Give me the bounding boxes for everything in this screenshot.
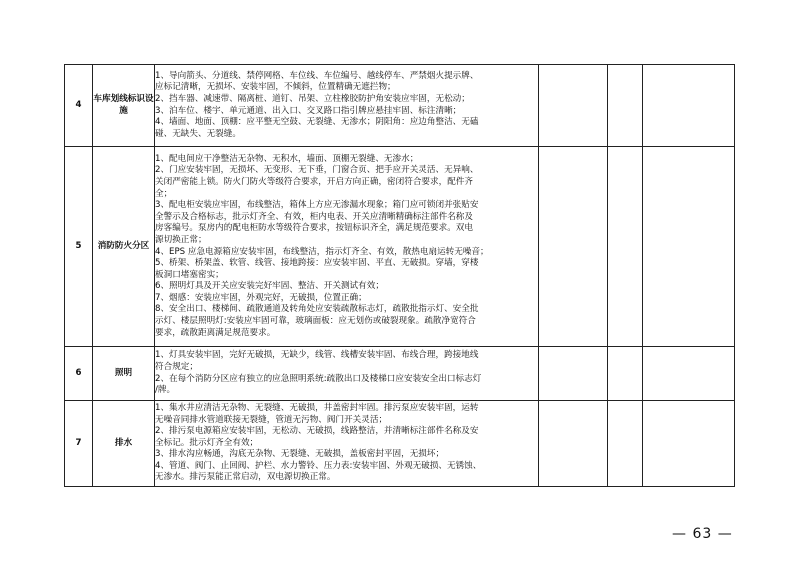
empty-cell — [643, 401, 735, 487]
content-line: 2、门应安装牢固，无损坏、无变形、无下垂，门窗合页、把手应开关灵活、无异响、 — [155, 165, 479, 176]
table-row — [65, 347, 735, 401]
inspection-content — [155, 401, 539, 487]
content-line: 7、烟感：安装应牢固，外观完好，无破损，位置正确； — [155, 292, 367, 303]
content-line: 要求，疏散距离满足规范要求。 — [155, 327, 276, 338]
content-line: 4、EPS 应急电源箱应安装牢固，布线整洁，指示灯齐全、有效，散热电扇运转无噪音； — [155, 246, 489, 257]
table-row — [65, 65, 735, 147]
content-line: 符合规定； — [155, 361, 198, 372]
content-line: 全标记。批示灯齐全有效； — [155, 437, 259, 448]
empty-cell — [608, 147, 643, 347]
content-line: 8、安全出口、楼梯间、疏散通道及转角处应安装疏散标志灯，疏散批指示灯、安全批 — [155, 304, 479, 315]
empty-cell — [539, 401, 608, 487]
inspection-content — [155, 65, 539, 147]
empty-cell — [643, 147, 735, 347]
content-line: 全； — [155, 188, 173, 199]
row-number: 4 — [65, 65, 93, 147]
content-line: /牌。 — [155, 385, 176, 396]
row-number: 6 — [65, 347, 93, 401]
content-line: 碰、无缺失、无裂缝。 — [155, 128, 241, 139]
content-line: 4、管道、阀门、止回阀、护栏、水力警铃、压力表:安装牢固、外观无破损、无锈蚀、 — [155, 460, 482, 471]
content-line: 2、排污泵电源箱应安装牢固，无松动、无破损，线路整洁，并清晰标注部件名称及安 — [155, 426, 479, 437]
content-line: 关闭严密能上锁。防火门防火等级符合要求，开启方向正确，密闭符合要求，配件齐 — [155, 176, 473, 187]
item-name: 排水 — [93, 401, 155, 487]
content-line: 2、挡车器、减速带、隔离桩、道钉、吊架、立柱橡胶防护角安装应牢固，无松动； — [155, 93, 470, 104]
item-name: 消防防火分区 — [93, 147, 155, 347]
content-line: 1、灯具安装牢固，完好无破损，无缺少，线管、线槽安装牢固、布线合理，跨接地线 — [155, 350, 479, 361]
content-line: 示灯、楼层照明灯:安装应牢固可靠，玻璃面板：应无划伤或破裂现象。疏散净宽符合 — [155, 316, 476, 327]
content-line: 应标记清晰，无损坏、安装牢固，不倾斜，位置精确无遮拦物； — [155, 82, 396, 93]
content-line: 无噪音同排水管道联接无裂缝，管道无污物、阀门开关灵活； — [155, 414, 388, 425]
empty-cell — [608, 65, 643, 147]
content-line: 1、集水井应清洁无杂物、无裂缝、无破损，井盖密封牢固。排污泵应安装牢固，运转 — [155, 402, 479, 413]
empty-cell — [539, 65, 608, 147]
content-line: 无渗水。排污泵能正常启动，双电源切换正常。 — [155, 472, 336, 483]
content-line: 3、排水沟应畅通，沟底无杂物、无裂缝、无破损，盖板密封平固，无损坏； — [155, 449, 445, 460]
content-line: 5、桥架、桥架盖、软管、线管、接地跨接：应安装牢固、平直、无破损。穿墙，穿楼 — [155, 258, 479, 269]
empty-cell — [539, 147, 608, 347]
empty-cell — [643, 65, 735, 147]
table-row — [65, 147, 735, 347]
inspection-content — [155, 347, 539, 401]
empty-cell — [608, 347, 643, 401]
empty-cell — [643, 347, 735, 401]
page-number: — 63 — — [672, 526, 733, 542]
empty-cell — [608, 401, 643, 487]
content-line: 2、在每个消防分区应有独立的应急照明系统:疏散出口及楼梯口应安装安全出口标志灯 — [155, 373, 482, 384]
inspection-table — [64, 64, 735, 487]
empty-cell — [539, 347, 608, 401]
content-line: 1、导向箭头、分道线、禁停网格、车位线、车位编号、越线停车、严禁烟火提示牌、 — [155, 70, 479, 81]
content-line: 3、泊车位、楼宇、单元通道、出入口、交叉路口指引牌应悬挂牢固、标注清晰； — [155, 105, 462, 116]
row-number: 7 — [65, 401, 93, 487]
content-line: 4、墙面、地面、顶棚：应平整无空鼓、无裂缝、无渗水；阴阳角：应边角整洁、无磕 — [155, 117, 479, 128]
content-line: 板洞口堵塞密实； — [155, 269, 224, 280]
content-line: 6、照明灯具及开关应安装完好牢固、整洁、开关测试有效； — [155, 281, 384, 292]
row-number: 5 — [65, 147, 93, 347]
content-line: 1、配电间应干净整洁无杂物、无积水，墙面、顶棚无裂缝、无渗水； — [155, 153, 419, 164]
content-line: 全警示及合格标志，批示灯齐全、有效，柜内电表、开关应清晰精确标注部件名称及 — [155, 211, 473, 222]
table-row — [65, 401, 735, 487]
item-name: 车库划线标识设施 — [93, 65, 155, 147]
content-line: 3、配电柜安装应牢固，布线整洁，箱体上方应无渗漏水现象；箱门应可锁闭并张贴安 — [155, 200, 479, 211]
content-line: 源切换正常； — [155, 234, 207, 245]
item-name: 照明 — [93, 347, 155, 401]
inspection-content — [155, 147, 539, 347]
content-line: 房客编号。泵房内的配电柜防水等级符合要求，按钮标识齐全，满足规范要求。双电 — [155, 223, 473, 234]
